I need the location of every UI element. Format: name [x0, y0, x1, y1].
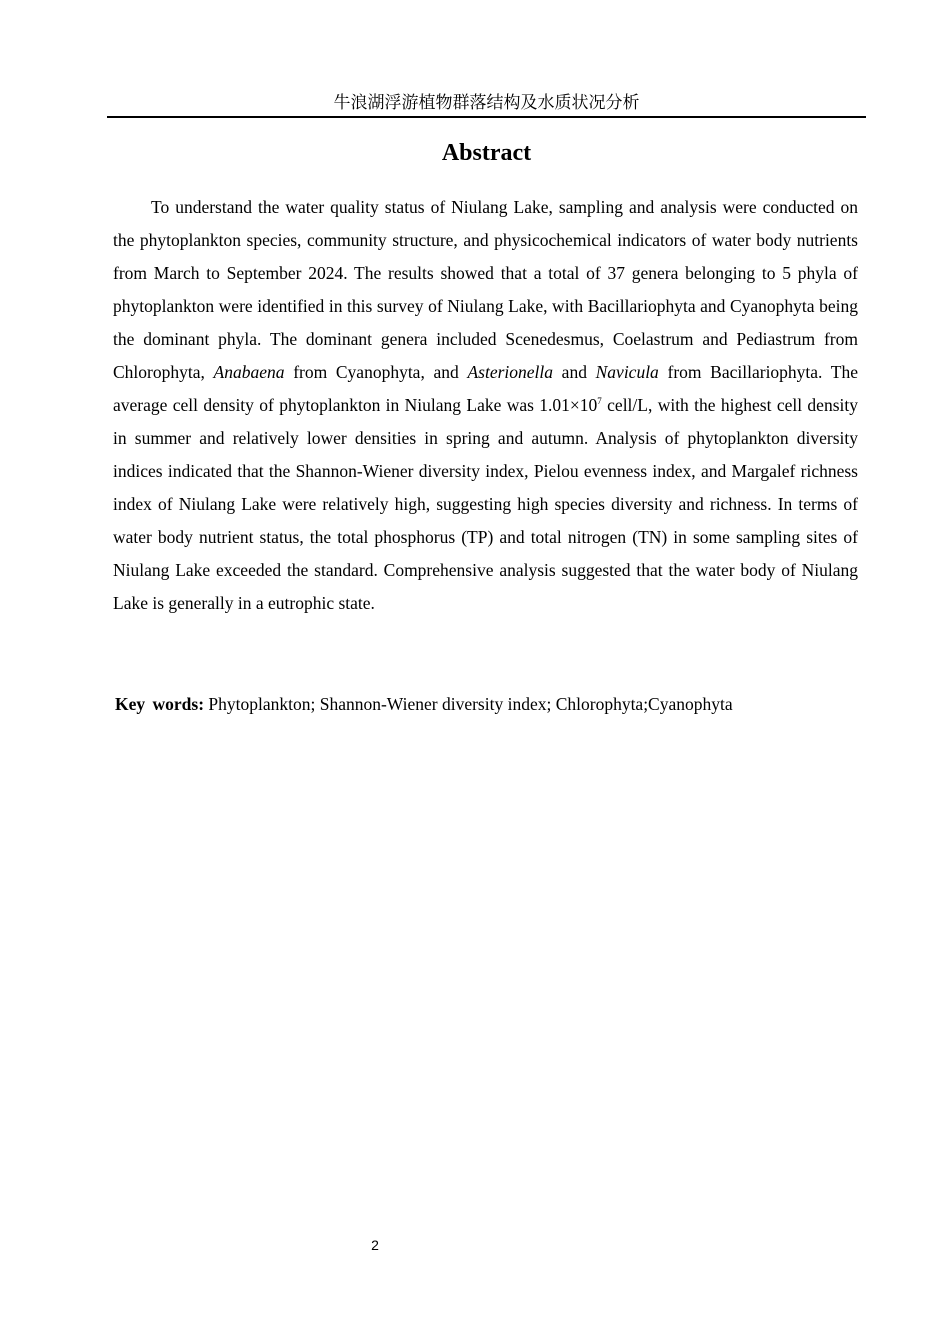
abstract-text-segment: To understand the water quality status of Niulang Lake, sampling and analysis were conducted on the phytoplankton species, community structure, and physicochemical indicators of water body nutrients from March to September 2024. The results showed that a total of 37 genera belonging to 5 phyla of phytoplankton were identified in this survey of Niulang Lake, with Bacillariophyta and Cyanophyta being the dominant phyla. The dominant genera included Scenedesmus, Coelastrum and Pediastrum from Chlorophyta, [113, 197, 858, 382]
abstract-text-segment: from Cyanophyta, and [284, 362, 468, 382]
keywords-text: Phytoplankton; Shannon-Wiener diversity index; Chlorophyta;Cyanophyta [208, 694, 733, 714]
abstract-text-segment: cell/L, with the highest cell density in summer and relatively lower densities in spring and autumn. Analysis of phytoplankton diversity indices indicated that the Shannon-Wiener diversity index, Pielou evenness index, and Margalef richness index of Niulang Lake were relatively high, suggesting high species diversity and richness. In terms of water body nutrient status, the total phosphorus (TP) and total nitrogen (TN) in some sampling sites of Niulang Lake exceeded the standard. Comprehensive analysis suggested that the water body of Niulang Lake is generally in a eutrophic state. [113, 395, 858, 613]
abstract-text-segment: from Bacillariophyta. The average cell density of phytoplankton in Niulang Lake was 1.01×10 [113, 362, 858, 415]
genus-name-asterionella: Asterionella [467, 362, 553, 382]
exponent-superscript: 7 [597, 396, 602, 406]
keywords-line [115, 688, 860, 720]
abstract-title: Abstract [441, 140, 532, 166]
keywords-label: Key words: [115, 694, 205, 714]
abstract-body [113, 191, 858, 620]
page-number: 2 [371, 1237, 379, 1253]
genus-name-navicula: Navicula [595, 362, 659, 382]
abstract-text-segment: and [553, 362, 596, 382]
running-header: 牛浪湖浮游植物群落结构及水质状况分析 [107, 92, 866, 118]
genus-name-anabaena: Anabaena [213, 362, 285, 382]
